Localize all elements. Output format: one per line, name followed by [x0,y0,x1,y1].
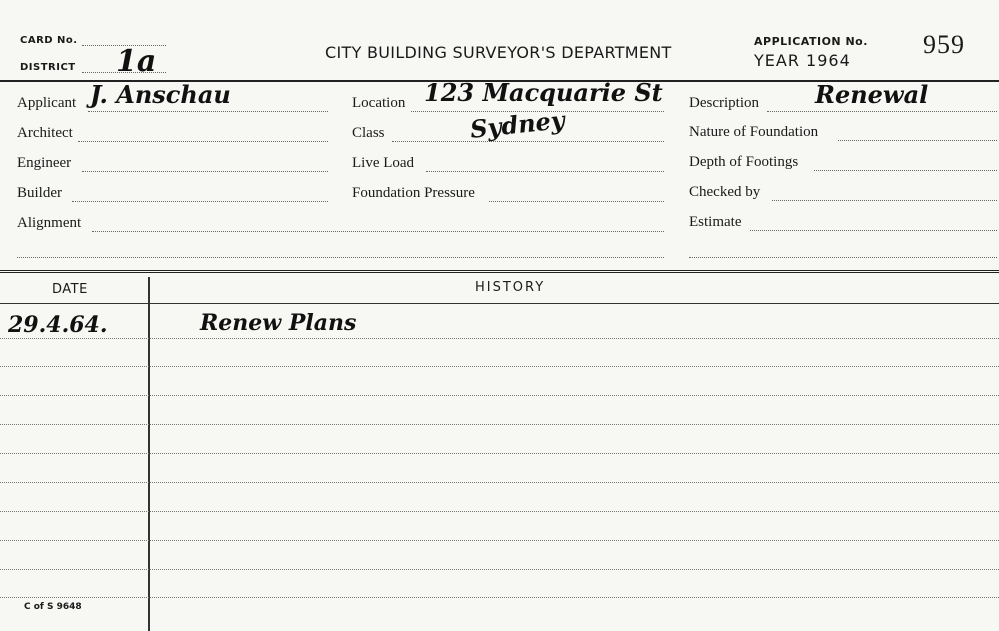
form-code: C of S 9648 [24,602,82,612]
checked-label: Checked by [689,184,761,200]
applicant-line [88,111,328,112]
location-value-2: Sydney [468,105,566,144]
date-header: DATE [52,282,88,297]
history-line [0,453,999,454]
history-line [0,569,999,570]
estimate-line [750,230,997,231]
blank-line-right [689,257,997,258]
history-line [0,338,999,339]
applicant-label: Applicant [17,95,77,111]
estimate-label: Estimate [689,214,742,230]
engineer-label: Engineer [17,155,72,171]
checked-line [772,200,997,201]
history-line [0,597,999,598]
class-line [392,141,664,142]
applicant-value: J. Anschau [90,80,231,109]
nature-label: Nature of Foundation [689,124,819,140]
engineer-line [82,171,328,172]
builder-line [72,201,328,202]
description-line [767,111,997,112]
nature-line [838,140,997,141]
year-label: YEAR 1964 [754,51,851,70]
application-label: APPLICATION No. [754,35,868,48]
blank-line-left [17,257,664,258]
description-label: Description [689,95,759,111]
history-row-entry: Renew Plans [200,310,357,336]
alignment-line [92,231,664,232]
history-line [0,424,999,425]
depth-line [814,170,997,171]
card-no-label: CARD No. [20,35,78,46]
foundation-pressure-label: Foundation Pressure [352,185,475,201]
history-line [0,366,999,367]
history-header: HISTORY [475,280,546,295]
history-line [0,540,999,541]
date-column-divider [148,277,150,631]
history-row-date: 29.4.64. [8,312,108,338]
history-line [0,482,999,483]
history-line [0,511,999,512]
department-title: CITY BUILDING SURVEYOR'S DEPARTMENT [325,43,672,62]
description-value: Renewal [815,80,929,109]
location-label: Location [352,95,406,111]
district-value: 1a [116,44,157,79]
alignment-label: Alignment [17,215,82,231]
depth-label: Depth of Footings [689,154,799,170]
architect-line [78,141,328,142]
district-label: DISTRICT [20,62,76,73]
architect-label: Architect [17,125,73,141]
history-top-rule [0,270,999,273]
live-load-line [426,171,664,172]
application-number: 959 [923,30,965,59]
location-value: 123 Macquarie St [424,78,663,107]
history-line [0,395,999,396]
live-load-label: Live Load [352,155,415,171]
class-label: Class [352,125,385,141]
foundation-pressure-line [489,201,664,202]
builder-label: Builder [17,185,62,201]
